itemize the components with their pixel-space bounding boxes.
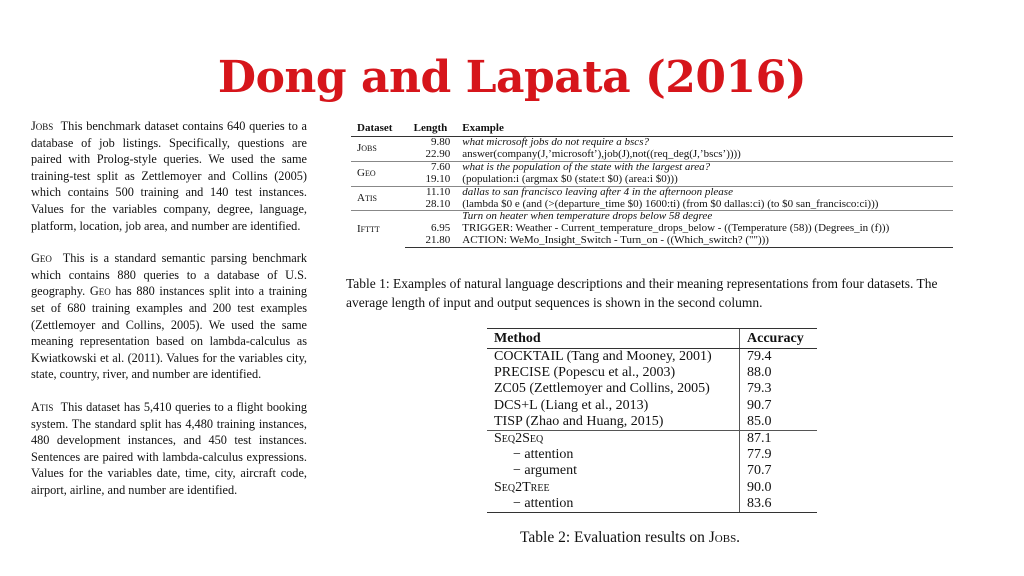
table-row [351, 149, 953, 161]
table-row [487, 349, 817, 366]
mr-example: (population:i (argmax $0 (state:t $0) (area:i $0))) [462, 172, 678, 185]
table-row [351, 174, 953, 186]
method-cell: ZC05 (Zettlemoyer and Collins, 2005) [494, 381, 710, 397]
length-input: 9.80 [405, 137, 457, 149]
mr-example: TRIGGER: Weather - Current_temperature_drops_below - ((Temperature (58)) (Degrees_in (f))) [462, 222, 890, 235]
length-output: 21.80 [405, 235, 457, 247]
table-row [351, 235, 953, 247]
column-header: Method [487, 329, 740, 349]
table-row [351, 161, 953, 173]
column-header: Dataset [357, 122, 393, 134]
dataset-cell: Ifttt [351, 211, 405, 248]
paragraph-geo [31, 250, 307, 383]
dataset-cell: Atis [351, 186, 405, 211]
table1-caption: Table 1: Examples of natural language descriptions and their meaning representations from four datasets. The average length of input and output sequences is shown in the second column. [346, 276, 938, 310]
accuracy-cell: 87.1 [740, 431, 818, 448]
accuracy-cell: 90.7 [740, 398, 818, 414]
method-cell: − argument [513, 463, 578, 479]
method-cell: TISP (Zhao and Huang, 2015) [494, 413, 664, 429]
table-row [351, 199, 953, 211]
table-header-row [351, 120, 953, 137]
method-cell: Seq2Seq [487, 431, 740, 448]
dataset-name-inline: Geo [89, 284, 111, 299]
length-input: 6.95 [405, 211, 457, 235]
accuracy-cell: 90.0 [740, 480, 818, 496]
mr-example: ACTION: WeMo_Insight_Switch - Turn_on - ((Which_switch? (""))) [456, 235, 953, 247]
accuracy-cell: 83.6 [740, 496, 818, 513]
mr-example: (lambda $0 e (and (>(departure_time $0) 1600:ti) (from $0 dallas:ci) (to $0 san_francisco:ci))) [462, 197, 879, 210]
table-row [487, 496, 817, 513]
accuracy-cell: 88.0 [740, 365, 818, 381]
dataset-descriptions [31, 118, 307, 514]
caption-dataset-name: Jobs. [708, 529, 741, 546]
table-header-row [487, 329, 817, 349]
slide-title: Dong and Lapata (2016) [217, 52, 807, 103]
length-output: 22.90 [425, 147, 451, 160]
method-cell: Seq2Tree [494, 479, 550, 495]
mr-example: answer(company(J,’microsoft’),job(J),not((req_deg(J,’bscs’)))) [462, 147, 741, 160]
table-row [487, 414, 817, 431]
paragraph-body: This benchmark dataset contains 640 queries to a database of job listings. Specifically, questions are paired with Prolog-style queries. We used the same training-test split as Zettlemoyer and Collins (2005) which contains 500 training and 140 test instances. Values for the variables company, degree, language, platform, location, job area, and number are identified. [31, 119, 307, 233]
dataset-name: Geo [31, 251, 52, 266]
caption-text: Table 2: Evaluation results on [520, 529, 705, 546]
method-cell: PRECISE (Popescu et al., 2003) [494, 365, 676, 381]
method-cell: DCS+L (Liang et al., 2013) [494, 397, 649, 413]
length-input: 7.60 [405, 161, 457, 173]
nl-example: what is the population of the state with the largest area? [462, 160, 711, 173]
dataset-cell: Geo [351, 161, 405, 186]
accuracy-cell: 77.9 [740, 447, 818, 463]
examples-table [351, 120, 953, 248]
dataset-name: Jobs [31, 119, 54, 133]
length-output: 19.10 [425, 172, 451, 185]
table2-caption [520, 529, 740, 547]
method-cell: COCKTAIL (Tang and Mooney, 2001) [494, 349, 712, 364]
accuracy-cell: 70.7 [740, 463, 818, 479]
dataset-name: Atis [31, 399, 54, 414]
table-row [487, 480, 817, 496]
table-row [487, 365, 817, 381]
column-header: Length [413, 122, 448, 134]
column-header: Accuracy [740, 329, 818, 349]
accuracy-cell: 79.4 [740, 349, 818, 366]
column-header: Example [462, 122, 504, 134]
table-row [487, 381, 817, 397]
paragraph-atis [31, 399, 307, 499]
accuracy-cell: 79.3 [740, 381, 818, 397]
nl-example: Turn on heater when temperature drops below 58 degree [462, 210, 713, 223]
dataset-cell: Jobs [351, 137, 405, 162]
accuracy-cell: 85.0 [740, 414, 818, 431]
table-row [351, 186, 953, 198]
nl-example: what microsoft jobs do not require a bscs? [462, 136, 649, 148]
paragraph-body: This dataset has 5,410 queries to a flight booking system. The standard split has 4,480 training instances, 480 development instances, and 450 test instances. Sentences are paired with lambda-calculus expressions. Values for the variables date, time, city, aircraft code, airport, airline, and number are identified. [31, 399, 307, 497]
paragraph-body: This is a standard semantic parsing benchmark which contains 880 queries to a database of U.S. geography. [31, 251, 307, 299]
table-row [487, 431, 817, 448]
table-row [487, 398, 817, 414]
table-row [487, 447, 817, 463]
length-output: 28.10 [425, 197, 451, 210]
paragraph-jobs [31, 118, 307, 234]
results-table [487, 328, 817, 513]
method-cell: − attention [513, 447, 574, 463]
nl-example: dallas to san francisco leaving after 4 in the afternoon please [462, 185, 733, 198]
paragraph-body: has 880 instances split into a training set of 680 training examples and 200 test examples (Zettlemoyer and Collins, 2005). We used the same meaning representation based on lambda-calculus as Kwiatkowski et al. (2011). Values for the variables city, state, country, river, and number are identified. [31, 284, 307, 382]
method-cell: − attention [487, 496, 740, 513]
table-row [487, 463, 817, 479]
length-input: 11.10 [405, 186, 457, 198]
